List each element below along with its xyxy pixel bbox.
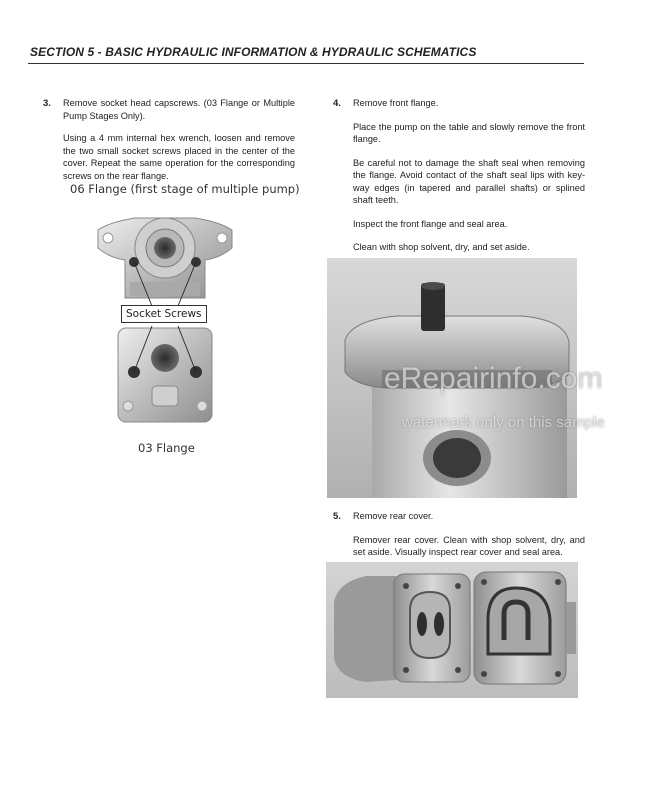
step-5-para-1: Remove rear cover. — [353, 511, 434, 521]
figure-1-caption-top: 06 Flange (first stage of multiple pump) — [70, 182, 300, 196]
step-4-para-2: Place the pump on the table and slowly remove the front flange. — [353, 121, 585, 144]
step-4-para-5: Clean with shop solvent, dry, and set aside. — [353, 242, 530, 252]
step-5-number: 5. — [333, 511, 341, 522]
rear-cover-photo — [326, 562, 578, 698]
03-flange-drawing — [118, 328, 212, 422]
step-3-para-2: Using a 4 mm internal hex wrench, loosen and remove the two small socket screws placed in the center of the cover. Repeat the same operation for the corresponding screws on the rear flange. — [63, 133, 295, 181]
06-flange-drawing — [98, 218, 232, 298]
step-4-para-4: Inspect the front flange and seal area. — [353, 218, 508, 229]
header-divider — [28, 63, 584, 64]
step-4-text — [353, 97, 585, 254]
watermark-note: watermark only on this sample — [402, 414, 605, 431]
step-4-number: 4. — [333, 98, 341, 109]
socket-screws-label: Socket Screws — [121, 305, 207, 323]
step-5-para-2: Remover rear cover. Clean with shop solvent, dry, and set aside. Visually inspect rear cover and seal area. — [353, 534, 585, 557]
section-title: SECTION 5 - BASIC HYDRAULIC INFORMATION & HYDRAULIC SCHEMATICS — [30, 45, 477, 59]
figure-1-caption-bottom: 03 Flange — [138, 441, 195, 455]
step-4-para-1: Remove front flange. — [353, 98, 439, 108]
step-5-text — [353, 510, 585, 559]
step-3-para-1: Remove socket head capscrews. (03 Flange or Multiple Pump Stages Only). — [63, 98, 295, 121]
step-3-text — [63, 97, 295, 182]
watermark-site: eRepairinfo.com — [384, 362, 603, 395]
step-4-para-3: Be careful not to damage the shaft seal when removing the flange. Avoid contact of the shaft seal lips with key-way edges (in tapered and parallel shafts) or splined shaft teeth. — [353, 157, 585, 205]
step-3-number: 3. — [43, 98, 51, 109]
